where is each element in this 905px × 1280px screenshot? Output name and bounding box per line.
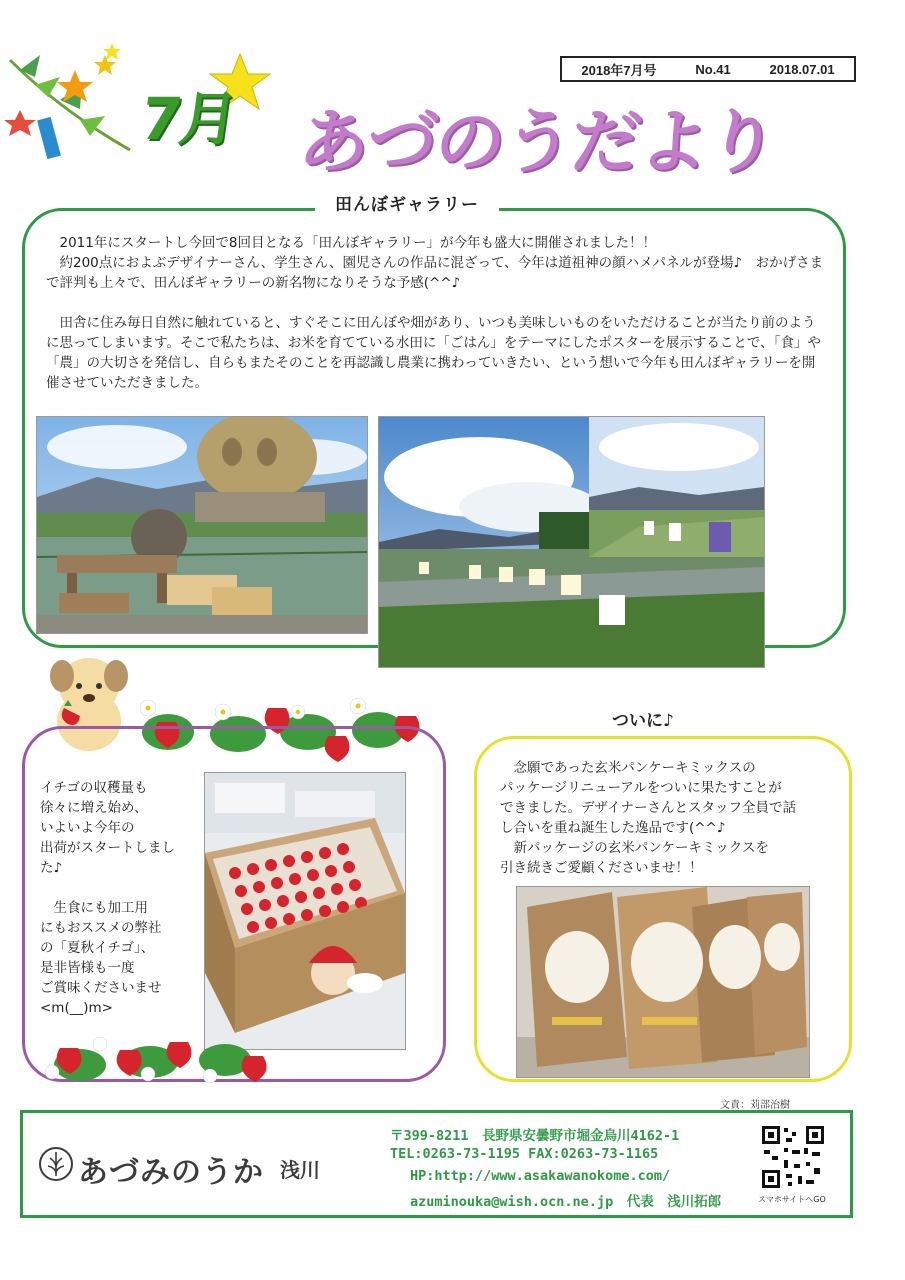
tsuini-line: し合いを重ね誕生した逸品です(^^♪ xyxy=(500,820,726,836)
strawberry-garland-bottom xyxy=(40,1030,270,1090)
photo-gallery-field xyxy=(378,416,765,668)
strawberry-line: の「夏秋イチゴ」、 xyxy=(40,940,155,956)
company-logo-sub: 浅川 xyxy=(280,1158,320,1182)
strawberry-line: 是非皆様も一度 xyxy=(40,960,135,976)
tsuini-line: できました。デザイナーさんとスタッフ全員で話 xyxy=(500,800,797,816)
tsuini-line: 念願であった玄米パンケーキミックスの xyxy=(513,760,756,776)
tsuini-text xyxy=(500,758,830,878)
photo-face-panel xyxy=(36,416,368,634)
issue-info-box xyxy=(560,56,856,82)
footer-homepage-link[interactable]: HP:http://www.asakawanokome.com/ xyxy=(410,1168,671,1184)
qr-code-label: スマホサイトへGO xyxy=(758,1195,826,1204)
footer-postal-address: 〒399-8211 長野県安曇野市堀金烏川4162-1 xyxy=(390,1128,680,1144)
tsuini-heading: ついに♪ xyxy=(600,706,686,731)
newsletter-title: あづのうだより xyxy=(295,101,780,183)
issue-label: 2018年7月号 xyxy=(581,62,657,78)
strawberry-line: 出荷がスタートしまし xyxy=(40,840,175,856)
gallery-heading: 田んぼギャラリー xyxy=(315,190,499,215)
strawberry-line xyxy=(40,878,200,898)
strawberry-line: <m(__)m> xyxy=(40,1000,113,1016)
gallery-paragraph-3: 田舎に住み毎日自然に触れていると、すぐそこに田んぼや畑があり、いつも美味しいものをいただけることが当たり前のように思ってしまいます。そこで私たちは、お米を育てている水田に「ごはん」をテーマにしたポスターを展示することで、「食」や「農」の大切さを発信し、自らもまたそのことを再認識し農業に携わっていきたい、という想いで今年も田んぼギャラリーを開催させていただきました。 xyxy=(46,315,821,391)
issue-number: No.41 xyxy=(695,61,731,77)
qr-code-icon[interactable] xyxy=(760,1124,826,1190)
tsuini-line: 新パッケージの玄米パンケーキミックスを xyxy=(513,840,770,856)
small-star-decoration xyxy=(102,42,122,66)
gallery-text xyxy=(46,233,826,393)
footer-tel-fax: TEL:0263-73-1195 FAX:0263-73-1165 xyxy=(390,1146,659,1162)
strawberry-line: 生食にも加工用 xyxy=(53,900,148,916)
footer-email[interactable]: azuminouka@wish.ocn.ne.jp 代表 浅川拓郎 xyxy=(410,1194,722,1210)
tanabata-bamboo-decoration xyxy=(0,40,150,170)
tsuini-line: 引き続きご愛顧くださいませ！！ xyxy=(500,860,703,876)
photo-strawberry-box xyxy=(204,772,406,1050)
gallery-paragraph-2: 約200点におよぶデザイナーさん、学生さん、園児さんの作品に混ざって、今年は道祖神の顔ハメパネルが登場♪ おかげさまで評判も上々で、田んぼギャラリーの新名物になりそうな予感(^^♪ xyxy=(46,255,824,291)
gallery-paragraph-1: 2011年にスタートし今回で8回目となる「田んぼギャラリー」が今年も盛大に開催されました！！ xyxy=(59,235,656,251)
strawberry-text xyxy=(40,778,200,1018)
credit-text: 文責：苅部治樹 xyxy=(720,1100,790,1111)
tsuini-line: パッケージリニューアルをついに果たすことが xyxy=(500,780,782,796)
strawberry-line: ご賞味くださいませ xyxy=(40,980,162,996)
strawberry-line: にもおススメの弊社 xyxy=(40,920,162,936)
strawberry-line: 徐々に増え始め、 xyxy=(40,800,148,816)
strawberry-line: た♪ xyxy=(40,860,63,876)
strawberry-line: いよいよ今年の xyxy=(40,820,135,836)
company-logo-text: あづみのうか xyxy=(78,1155,264,1190)
month-label: 7月 xyxy=(136,85,241,153)
rice-logo-icon xyxy=(38,1146,74,1186)
strawberry-line: イチゴの収穫量も xyxy=(40,780,148,796)
photo-pancake-mix-packages xyxy=(516,886,810,1078)
issue-date: 2018.07.01 xyxy=(769,61,835,77)
